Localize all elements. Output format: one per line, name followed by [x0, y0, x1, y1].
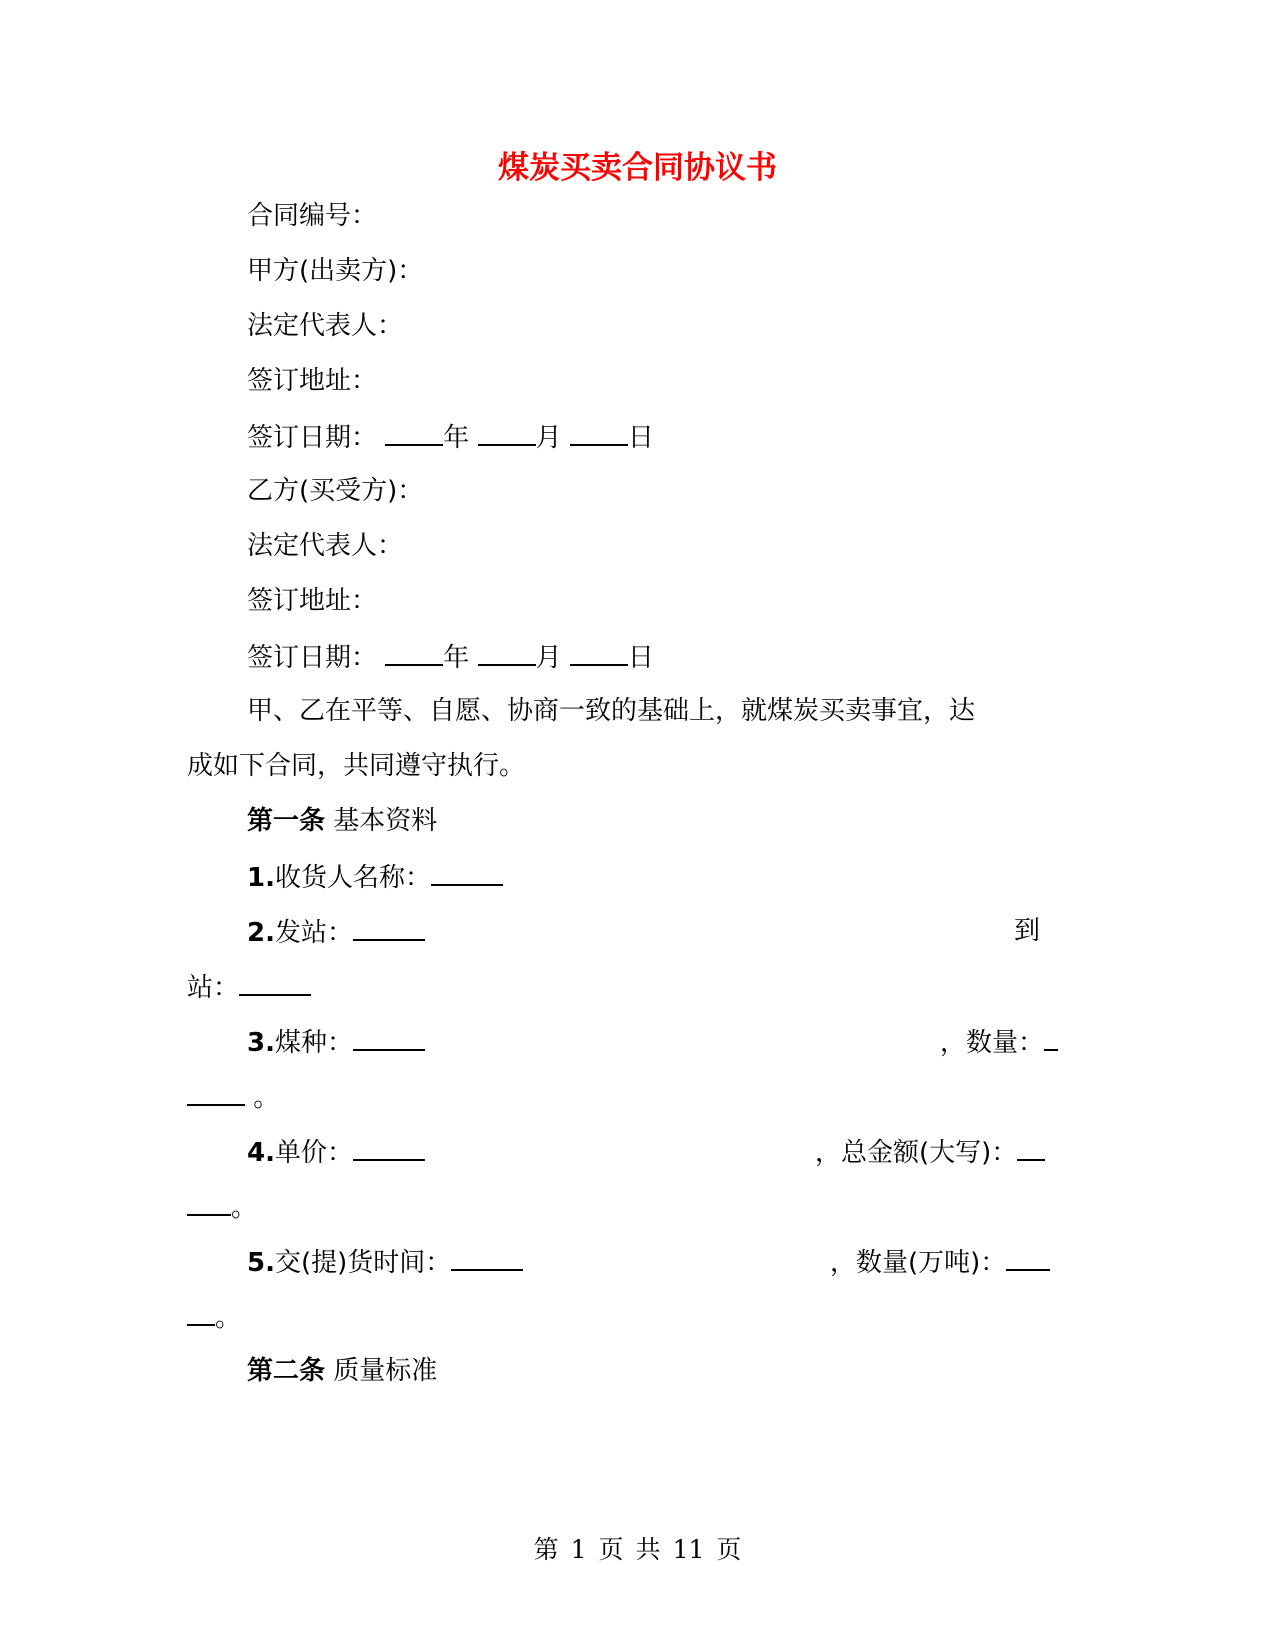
- article-2-number: 第二条: [247, 1356, 326, 1386]
- item-1-number: 1.: [247, 863, 275, 893]
- item-3-quantity: [940, 1023, 1058, 1061]
- party-a-year-blank: [385, 418, 443, 446]
- party-b-address-line: [247, 583, 377, 619]
- item-3-quantity-label: ，数量：: [940, 1028, 1045, 1058]
- contract-number-label: 合同编号：: [247, 201, 378, 231]
- article-1-number: 第一条: [247, 806, 326, 836]
- party-a-day-label: 日: [627, 423, 654, 453]
- party-b-year-label: 年: [443, 643, 470, 673]
- item-1-blank: [431, 858, 503, 886]
- item-2-to-label: 到: [1014, 916, 1041, 946]
- item-4-total: [815, 1133, 1045, 1171]
- party-a-address-line: [247, 363, 377, 399]
- item-5-quantity: [830, 1243, 1050, 1281]
- item-2-label: 发站：: [274, 918, 353, 948]
- page-footer: [0, 1533, 1275, 1567]
- footer-ye-2: 页: [716, 1535, 742, 1564]
- footer-page-number: 1: [570, 1535, 587, 1564]
- intro-line-1: 甲、乙在平等、自愿、协商一致的基础上，就煤炭买卖事宜，达: [247, 696, 976, 726]
- item-2-station-line: [187, 968, 311, 1006]
- item-2-station-blank: [239, 968, 311, 996]
- party-b-line: [247, 473, 423, 509]
- article-1-title: 基本资料: [325, 806, 438, 836]
- item-5-line: [247, 1243, 523, 1281]
- party-a-year-label: 年: [443, 423, 470, 453]
- article-2-heading: [247, 1353, 437, 1389]
- item-2-line: [247, 913, 425, 951]
- item-1-label: 收货人名称：: [274, 863, 431, 893]
- item-5-blank: [451, 1243, 523, 1271]
- party-a-line: [247, 253, 423, 289]
- party-a-month-blank: [478, 418, 536, 446]
- item-5-quantity-label: ，数量(万吨)：: [830, 1248, 1007, 1278]
- party-b-date-line: [247, 638, 654, 676]
- item-3-quantity-blank-end: [187, 1078, 245, 1106]
- item-4-continuation: [187, 1188, 257, 1226]
- item-3-quantity-blank-start: [1044, 1023, 1058, 1051]
- party-b-day-blank: [570, 638, 628, 666]
- party-a-month-label: 月: [535, 423, 562, 453]
- party-b-rep-line: [247, 528, 403, 564]
- item-4-label: 单价：: [274, 1138, 353, 1168]
- item-5-label: 交(提)货时间：: [274, 1248, 452, 1278]
- party-a-address-label: 签订地址：: [247, 366, 378, 396]
- intro-line-2: 成如下合同，共同遵守执行。: [187, 751, 526, 781]
- item-3-blank: [353, 1023, 425, 1051]
- party-a-date-line: [247, 418, 654, 456]
- item-3-number: 3.: [247, 1028, 275, 1058]
- item-2-blank: [353, 913, 425, 941]
- article-1-heading: [247, 803, 437, 839]
- item-4-total-blank-start: [1017, 1133, 1045, 1161]
- party-a-day-blank: [570, 418, 628, 446]
- item-4-total-blank-end: [187, 1188, 231, 1216]
- party-a-rep-label: 法定代表人：: [247, 311, 404, 341]
- item-5-number: 5.: [247, 1248, 275, 1278]
- footer-ye: 页: [598, 1535, 624, 1564]
- party-b-month-blank: [478, 638, 536, 666]
- item-5-continuation: [187, 1298, 241, 1336]
- party-b-day-label: 日: [627, 643, 654, 673]
- item-4-line: [247, 1133, 425, 1171]
- item-3-line: [247, 1023, 425, 1061]
- article-2-title: 质量标准: [325, 1356, 438, 1386]
- party-b-month-label: 月: [535, 643, 562, 673]
- footer-total-pages: 11: [672, 1535, 705, 1564]
- party-a-rep-line: [247, 308, 403, 344]
- document-title: 煤炭买卖合同协议书: [498, 150, 777, 186]
- party-a-date-label: 签订日期：: [247, 423, 378, 453]
- party-b-label: 乙方(买受方)：: [247, 476, 424, 506]
- party-b-date-label: 签订日期：: [247, 643, 378, 673]
- item-5-quantity-blank-end: [187, 1298, 215, 1326]
- party-b-address-label: 签订地址：: [247, 586, 378, 616]
- item-4-blank: [353, 1133, 425, 1161]
- item-3-end-mark: 。: [245, 1083, 280, 1113]
- contract-number-line: [247, 198, 377, 234]
- item-2-station-label: 站：: [187, 973, 240, 1003]
- item-4-number: 4.: [247, 1138, 275, 1168]
- party-b-rep-label: 法定代表人：: [247, 531, 404, 561]
- item-4-total-label: ，总金额(大写)：: [815, 1138, 1018, 1168]
- footer-di: 第: [533, 1535, 559, 1564]
- item-5-quantity-blank-start: [1006, 1243, 1050, 1271]
- item-4-end-mark: 。: [231, 1193, 258, 1223]
- item-3-label: 煤种：: [274, 1028, 353, 1058]
- item-5-end-mark: 。: [215, 1303, 242, 1333]
- party-b-year-blank: [385, 638, 443, 666]
- footer-gong: 共: [635, 1535, 661, 1564]
- party-a-label: 甲方(出卖方)：: [247, 256, 424, 286]
- item-3-continuation: [187, 1078, 279, 1116]
- item-2-number: 2.: [247, 918, 275, 948]
- item-1-line: [247, 858, 503, 896]
